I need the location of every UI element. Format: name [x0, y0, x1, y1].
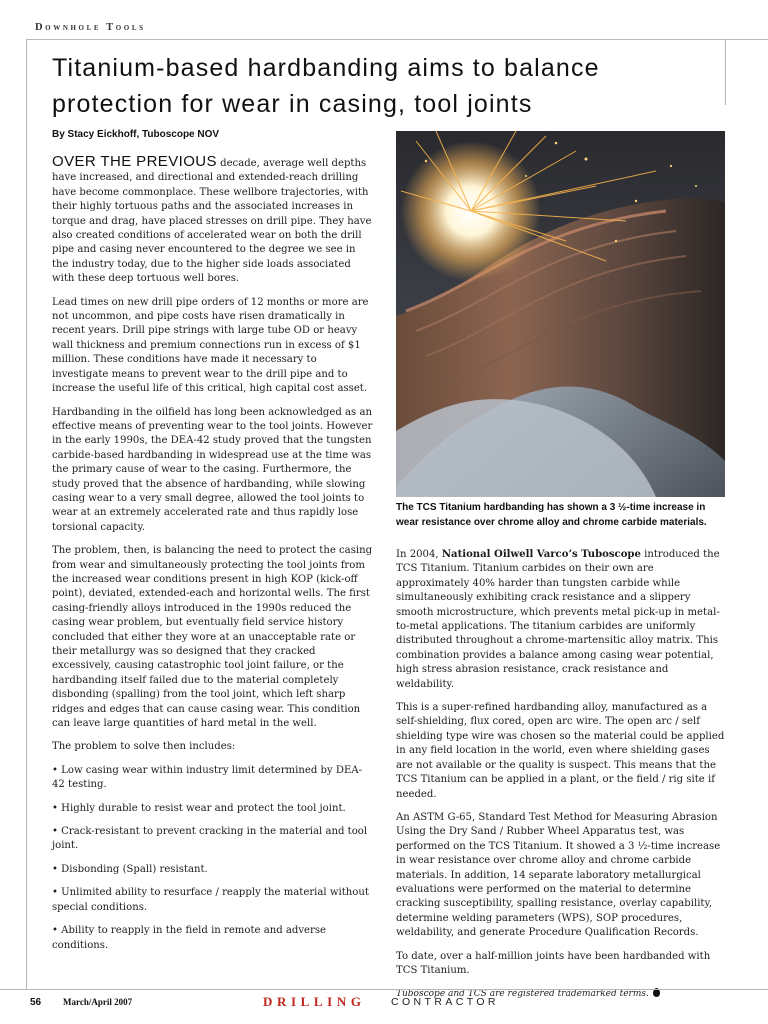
issue-date: March/April 2007 — [63, 997, 133, 1007]
text-fragment: In 2004, — [396, 549, 442, 560]
bullet-item: • Disbonding (Spall) resistant. — [52, 863, 208, 875]
bullet-item: • Highly durable to resist wear and protect the tool joint. — [52, 802, 346, 814]
hardbanding-weld-illustration — [396, 131, 725, 497]
photo-caption: The TCS Titanium hardbanding has shown a 3 ½-time increase in wear resistance over chrome alloy and chrome carbide materials. — [396, 502, 707, 528]
paragraph: An ASTM G-65, Standard Test Method for Measuring Abrasion Using the Dry Sand / Rubber Wheel Apparatus test, was performed on the TCS Titanium. It showed a 3 ½-time increase in wear resistance over chrome alloy and chrome carbide materials. In addition, 14 separate laboratory metallurgical evaluations were performed on the material to determine cracking susceptibility, spalling resistance, overlay capability, determine welding parameters (WPS), SOP procedures, weldability, and generate Procedure Qualification Records. — [396, 811, 721, 939]
right-column — [396, 548, 726, 1011]
company-name: National Oilwell Varco — [441, 549, 569, 560]
bullet-item: • Unlimited ability to resurface / reapply the material without special conditions. — [52, 887, 369, 913]
headline-side-rule — [725, 39, 726, 105]
footer-rule — [0, 989, 768, 990]
paragraph — [52, 155, 374, 287]
text-fragment: introduced the TCS Titanium. Titanium carbides on their own are approximately 40% harder than tungsten carbide while simultaneously exhibiting crack resistance and a slippery smooth microstructure, which prevents metal pick-up in metal-to-metal applications. The titanium carbides are uniformly distributed throughout a chrome-martensitic alloy matrix. This combination provides a balance among casing wear potential, high stress abrasion resistance, crack resistance and weldability. — [396, 549, 720, 690]
left-column — [52, 155, 374, 962]
subsidiary-name: Tuboscope — [581, 549, 641, 560]
lead-paragraph-text: decade, average well depths have increased, and directional and extended-reach drilling have become commonplace. These wellbore trajectories, with their highly tortuous paths and the associated increases in torque and drag, have placed stresses on drill pipe. They have also created conditions of accelerated wear on both the drill pipe and casing never encountered to the degree we see in the industry today, due to the higher side loads associated with these deep tortuous well bores. — [52, 158, 372, 285]
paragraph: This is a super-refined hardbanding alloy, manufactured as a self-shielding, flux cored, open arc wire. The open arc / self shielding type wire was chosen so the material could be applied in any field location in the world, even where shielding gases are not available or the quality is suspect. This means that the TCS Titanium can be applied in a plant, or the field / rig site if needed. — [396, 702, 725, 800]
text-fragment: ’s — [568, 549, 582, 560]
paragraph — [396, 548, 726, 692]
magazine-name-primary: DRILLING — [263, 994, 366, 1009]
paragraph: Lead times on new drill pipe orders of 12 months or more are not uncommon, and pipe costs have risen dramatically in recent years. Drill pipe strings with large tube OD or heavy wall thickness and premium connections run in excess of $1 million. These conditions have made it necessary to investigate means to prevent wear to the drill pipe and to increase the useful life of this critical, high capital cost asset. — [52, 296, 369, 395]
bullet-item: • Crack-resistant to prevent cracking in the material and tool joint. — [52, 826, 368, 852]
article-headline: Titanium-based hardbanding aims to balance protection for wear in casing, tool joints — [52, 54, 600, 118]
paragraph: To date, over a half-million joints have been hardbanded with TCS Titanium. — [396, 950, 711, 976]
byline: By Stacy Eickhoff, Tuboscope NOV — [52, 129, 220, 140]
section-tag: Downhole Tools — [35, 22, 146, 33]
header-rule — [26, 39, 768, 40]
article-photo — [396, 131, 725, 497]
trademark-text: Tuboscope and TCS are registered trademarked terms. — [396, 989, 649, 1000]
left-margin-rule — [26, 39, 27, 989]
paragraph: The problem, then, is balancing the need to protect the casing from wear and simultaneously protecting the tool joints from the increased wear conditions present in high KOP (kick-off point), deviated, extended-each and horizontal wells. The first casing-friendly alloys introduced in the 1990s reduced the casing wear problem, but eventually field service history concluded that either they wore at an unacceptable rate or their metallurgy was so designed that they cracked excessively, causing catastrophic tool joint failure, or the hardbanding itself failed due to the material completely disbonding (spalling) from the tool joint, which left sharp ridges and edges that can cause casing wear. This condition can leave large quantities of hard metal in the well. — [52, 545, 373, 730]
page-number: 56 — [30, 997, 42, 1008]
lead-in: OVER THE PREVIOUS — [52, 153, 217, 170]
magazine-name-secondary: CONTRACTOR — [391, 996, 499, 1008]
bullet-item: • Ability to reapply in the field in remote and adverse conditions. — [52, 925, 327, 951]
paragraph: The problem to solve then includes: — [52, 741, 236, 753]
paragraph: Hardbanding in the oilfield has long been acknowledged as an effective means of preventing wear to the tool joints. However in the early 1990s, the DEA-42 study proved that the tungsten carbide-based hardbanding in widespread use at the time was the primary cause of wear to the casing. Furthermore, the study proved that the absence of hardbanding, while slowing casing wear to a very small degree, allowed the tool joints to wear at an extremely accelerated rate and thus rapidly lose torsional capacity. — [52, 406, 373, 533]
bullet-item: • Low casing wear within industry limit determined by DEA-42 testing. — [52, 764, 363, 791]
